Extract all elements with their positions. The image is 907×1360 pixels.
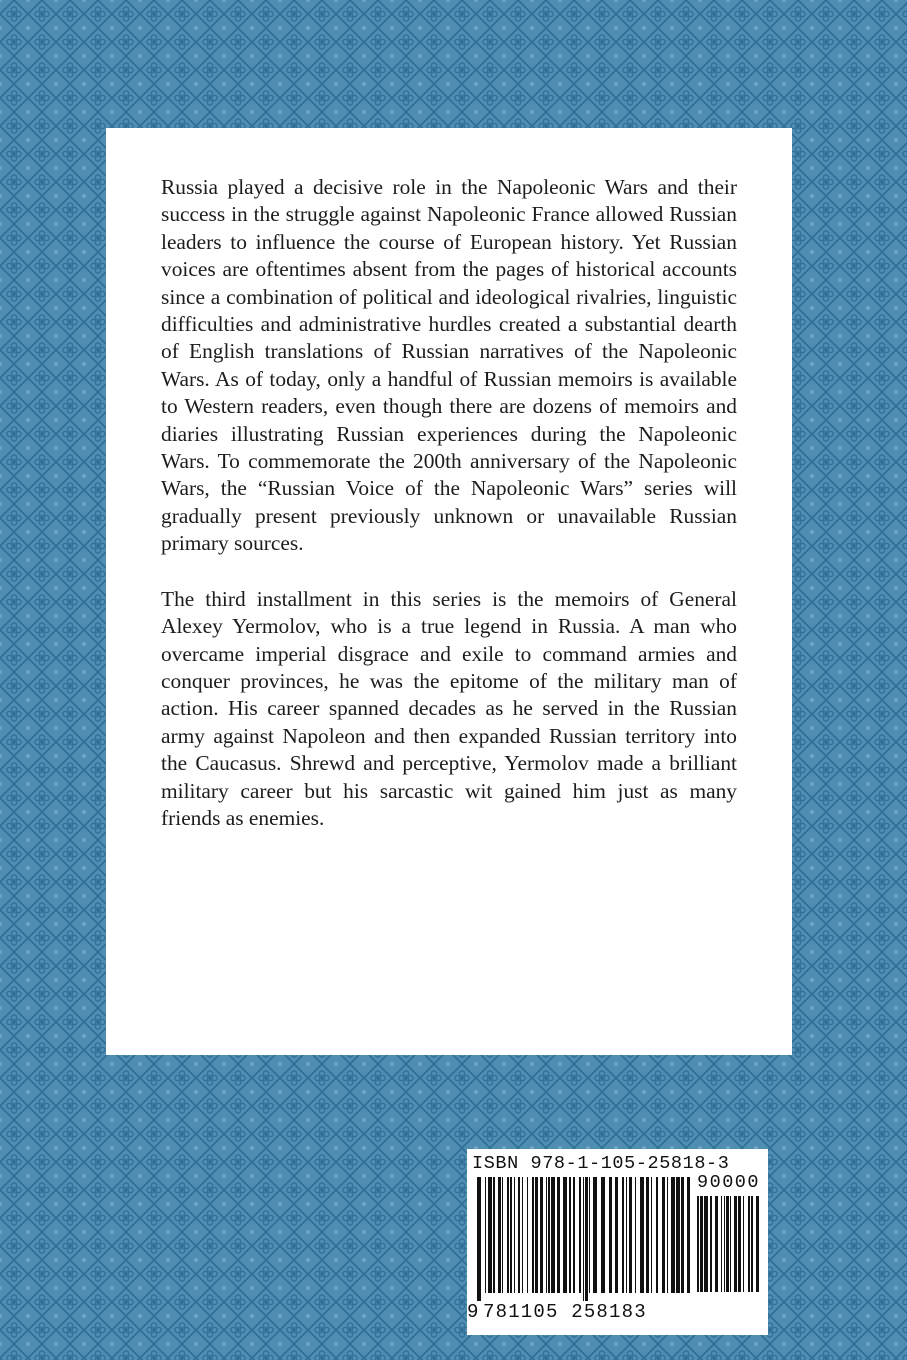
ean-barcode-bars xyxy=(477,1177,693,1301)
blurb-panel xyxy=(106,128,792,1055)
blurb-paragraph-2: The third installment in this series is the memoirs of General Alexey Yermolov, who is a true legend in Russia. A man who overcame imperial disgrace and exile to command armies and conquer provinces, he was the epitome of the military man of action. His career spanned decades as he served in the Russian army against Napoleon and then expanded Russian territory into the Caucasus. Shrewd and perceptive, Yermolov made a brilliant military career but his sarcastic wit gained him just as many friends as enemies. xyxy=(161,586,737,830)
blurb-paragraph-1: Russia played a decisive role in the Napoleonic Wars and their success in the struggle against Napoleonic France allowed Russian leaders to influence the course of European history. Yet Russian voices are oftentimes absent from the pages of historical accounts since a combination of political and ideological rivalries, linguistic difficulties and administrative hurdles created a substantial dearth of English translations of Russian narratives of the Napoleonic Wars. As of today, only a handful of Russian memoirs is available to Western readers, even though there are dozens of memoirs and diaries illustrating Russian experiences during the Napoleonic Wars. To commemorate the 200th anniversary of the Napoleonic Wars, the “Russian Voice of the Napoleonic Wars” series will gradually present previously unknown or unavailable Russian primary sources. xyxy=(161,175,737,556)
isbn-barcode xyxy=(467,1149,768,1335)
price-code: 90000 xyxy=(696,1172,760,1193)
isbn-label: ISBN 978-1-105-25818-3 xyxy=(472,1153,730,1174)
ean-lead-digit: 9 xyxy=(467,1301,480,1323)
addon-barcode-bars xyxy=(697,1196,759,1300)
ean-digit-groups: 781105 258183 xyxy=(483,1301,647,1323)
